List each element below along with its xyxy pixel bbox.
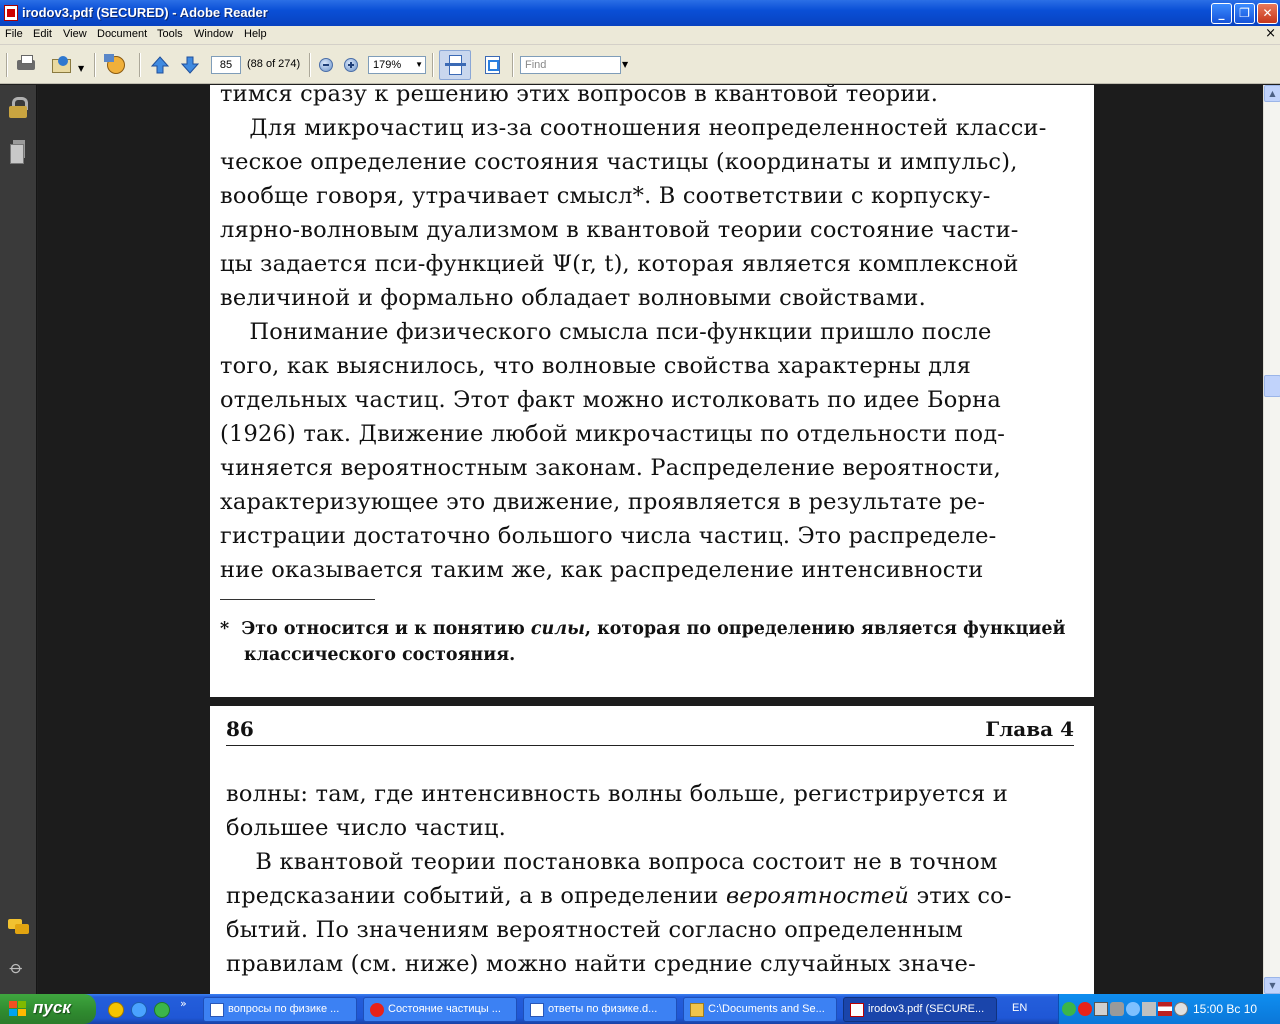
text-line: того, как выяснилось, что волновые свойства характерны для <box>220 353 972 379</box>
quicklaunch-more-icon[interactable]: » <box>180 997 187 1010</box>
taskbar-item-label: irodov3.pdf (SECURE... <box>868 1003 985 1015</box>
text-line: волны: там, где интенсивность волны больше, регистрируется и <box>226 781 1008 807</box>
text-line: Для микрочастиц из-за соотношения неопределенностей класси- <box>220 115 1047 141</box>
scroll-down-button[interactable]: ▼ <box>1264 977 1280 994</box>
hand-tool-icon[interactable] <box>104 54 126 74</box>
page-number-input[interactable]: 85 <box>211 56 241 74</box>
window-title: irodov3.pdf (SECURED) - Adobe Reader <box>22 5 268 20</box>
text-line: Понимание физического смысла пси-функции пришло после <box>220 319 992 345</box>
word-document-icon <box>530 1003 544 1017</box>
previous-page-button[interactable] <box>150 55 170 75</box>
fit-width-button[interactable] <box>439 50 471 80</box>
opera-icon <box>370 1003 384 1017</box>
footnote-emphasis: силы <box>530 619 585 639</box>
find-input[interactable]: Find <box>520 56 621 74</box>
zoom-value: 179% <box>373 59 402 71</box>
folder-icon <box>690 1003 704 1017</box>
footnote-rule <box>220 599 375 600</box>
word-document-icon <box>210 1003 224 1017</box>
fit-width-icon-bar <box>445 63 466 66</box>
taskbar-item-label: C:\Documents and Se... <box>708 1003 825 1015</box>
menu-document[interactable]: Document <box>97 28 148 40</box>
device-icon[interactable] <box>1110 1002 1124 1016</box>
pages-icon[interactable] <box>10 140 26 162</box>
text-line: бытий. По значениям вероятностей согласно определенным <box>226 917 964 943</box>
toolbar-separator <box>309 53 311 77</box>
start-label: пуск <box>33 998 71 1017</box>
windows-flag-icon <box>9 1001 27 1017</box>
email-icon[interactable] <box>50 54 72 74</box>
footnote-text: , которая по определению является функцией <box>584 619 1066 639</box>
toolbar-separator <box>139 53 141 77</box>
scroll-up-button[interactable]: ▲ <box>1264 85 1280 102</box>
menu-help[interactable]: Help <box>244 28 267 40</box>
antivirus-icon[interactable] <box>1126 1002 1140 1016</box>
taskbar-item[interactable] <box>523 997 677 1022</box>
zoom-out-icon[interactable] <box>319 58 333 72</box>
text-line: характеризующее это движение, проявляется в результате ре- <box>220 489 986 515</box>
text-line: гистрации достаточно большого числа частиц. Это распределе- <box>220 523 997 549</box>
start-button[interactable] <box>0 994 96 1024</box>
footnote <box>220 619 1066 639</box>
taskbar-item-label: ответы по физике.d... <box>548 1003 658 1015</box>
header-rule <box>226 745 1074 746</box>
find-dropdown-caret-icon[interactable]: ▼ <box>622 60 629 69</box>
toolbar-separator <box>512 53 514 77</box>
chapter-heading: Глава 4 <box>985 717 1074 741</box>
pdf-page-86 <box>210 706 1094 994</box>
text-line: лярно-волновым дуализмом в квантовой теории состояние части- <box>220 217 1019 243</box>
text-line: ние оказывается таким же, как распределение интенсивности <box>220 557 984 583</box>
page-number: 86 <box>226 717 254 741</box>
icq-tray-icon[interactable] <box>1062 1002 1076 1016</box>
menu-bar <box>0 26 1280 45</box>
text-segment: предсказании событий, а в определении <box>226 883 726 909</box>
taskbar-item[interactable] <box>363 997 517 1022</box>
menu-edit[interactable]: Edit <box>33 28 52 40</box>
vertical-scrollbar[interactable] <box>1263 85 1280 994</box>
footnote-continuation: классического состояния. <box>244 645 516 665</box>
print-icon[interactable] <box>15 54 37 74</box>
pdf-app-icon[interactable] <box>4 5 18 21</box>
icq-icon[interactable] <box>154 1002 170 1018</box>
opera-tray-icon[interactable] <box>1078 1002 1092 1016</box>
text-line: вообще говоря, утрачивает смысл*. В соответствии с корпуску- <box>220 183 991 209</box>
taskbar-item[interactable] <box>203 997 357 1022</box>
close-button[interactable]: ✕ <box>1257 3 1278 24</box>
text-line: большее число частиц. <box>226 815 506 841</box>
flag-icon[interactable] <box>1158 1002 1172 1016</box>
toolbar-separator <box>94 53 96 77</box>
text-line: отдельных частиц. Этот факт можно истолковать по идее Борна <box>220 387 1001 413</box>
text-line: ческое определение состояния частицы (координаты и импульс), <box>220 149 1018 175</box>
close-document-button[interactable]: × <box>1265 26 1276 41</box>
menu-view[interactable]: View <box>63 28 87 40</box>
text-line: величиной и формально обладает волновыми свойствами. <box>220 285 926 311</box>
attachments-icon[interactable]: ⌀ <box>5 956 28 980</box>
arrow-down-icon <box>180 55 200 75</box>
pdf-icon <box>850 1003 864 1017</box>
internet-explorer-icon[interactable] <box>131 1002 147 1018</box>
scroll-thumb[interactable] <box>1264 375 1280 397</box>
language-indicator[interactable]: EN <box>1012 1002 1028 1014</box>
menu-window[interactable]: Window <box>194 28 234 40</box>
zoom-in-icon[interactable] <box>344 58 358 72</box>
text-line: чиняется вероятностным законам. Распределение вероятности, <box>220 455 1002 481</box>
menu-tools[interactable]: Tools <box>157 28 183 40</box>
text-line: тимся сразу к решению этих вопросов в квантовой теории. <box>220 85 939 107</box>
footnote-text: * Это относится и к понятию <box>220 619 531 639</box>
taskbar <box>0 994 1280 1024</box>
text-segment: этих со- <box>909 883 1012 909</box>
taskbar-item-active[interactable] <box>843 997 997 1022</box>
taskbar-item[interactable] <box>683 997 837 1022</box>
menu-file[interactable]: File <box>5 28 23 40</box>
arrow-up-icon <box>150 55 170 75</box>
maximize-button[interactable]: ❐ <box>1234 3 1255 24</box>
text-emphasis: вероятностей <box>726 883 910 909</box>
quicklaunch-app-icon[interactable] <box>108 1002 124 1018</box>
network-icon[interactable] <box>1094 1002 1108 1016</box>
comments-icon[interactable] <box>8 919 30 937</box>
email-dropdown-caret-icon[interactable]: ▼ <box>78 64 85 73</box>
text-line: правилам (см. ниже) можно найти средние случайных значе- <box>226 951 976 977</box>
taskbar-item-label: вопросы по физике ... <box>228 1003 340 1015</box>
zoom-select[interactable] <box>368 56 426 74</box>
text-line <box>226 883 1076 909</box>
pdf-page-85 <box>210 85 1094 697</box>
next-page-button[interactable] <box>180 55 200 75</box>
taskbar-item-label: Состояние частицы ... <box>388 1003 501 1015</box>
title-bar <box>0 0 1280 26</box>
clock-tray-icon[interactable] <box>1174 1002 1188 1016</box>
navigation-panel <box>0 85 37 994</box>
toolbar-separator <box>432 53 434 77</box>
text-line: (1926) так. Движение любой микрочастицы по отдельности под- <box>220 421 1006 447</box>
page-count-label: (88 of 274) <box>247 58 301 70</box>
fit-page-icon[interactable] <box>481 54 503 74</box>
document-view[interactable] <box>38 85 1263 994</box>
chevron-down-icon: ▼ <box>415 60 423 69</box>
clock[interactable]: 15:00 Вс 10 <box>1193 1002 1258 1016</box>
sound-icon[interactable] <box>1142 1002 1156 1016</box>
text-line: В квантовой теории постановка вопроса состоит не в точном <box>226 849 998 875</box>
lock-icon[interactable] <box>9 97 27 119</box>
minimize-button[interactable]: _ <box>1211 3 1232 24</box>
toolbar <box>0 45 1280 84</box>
text-line: цы задается пси-функцией Ψ(r, t), которая является комплексной <box>220 251 1019 277</box>
toolbar-grip <box>6 53 8 77</box>
